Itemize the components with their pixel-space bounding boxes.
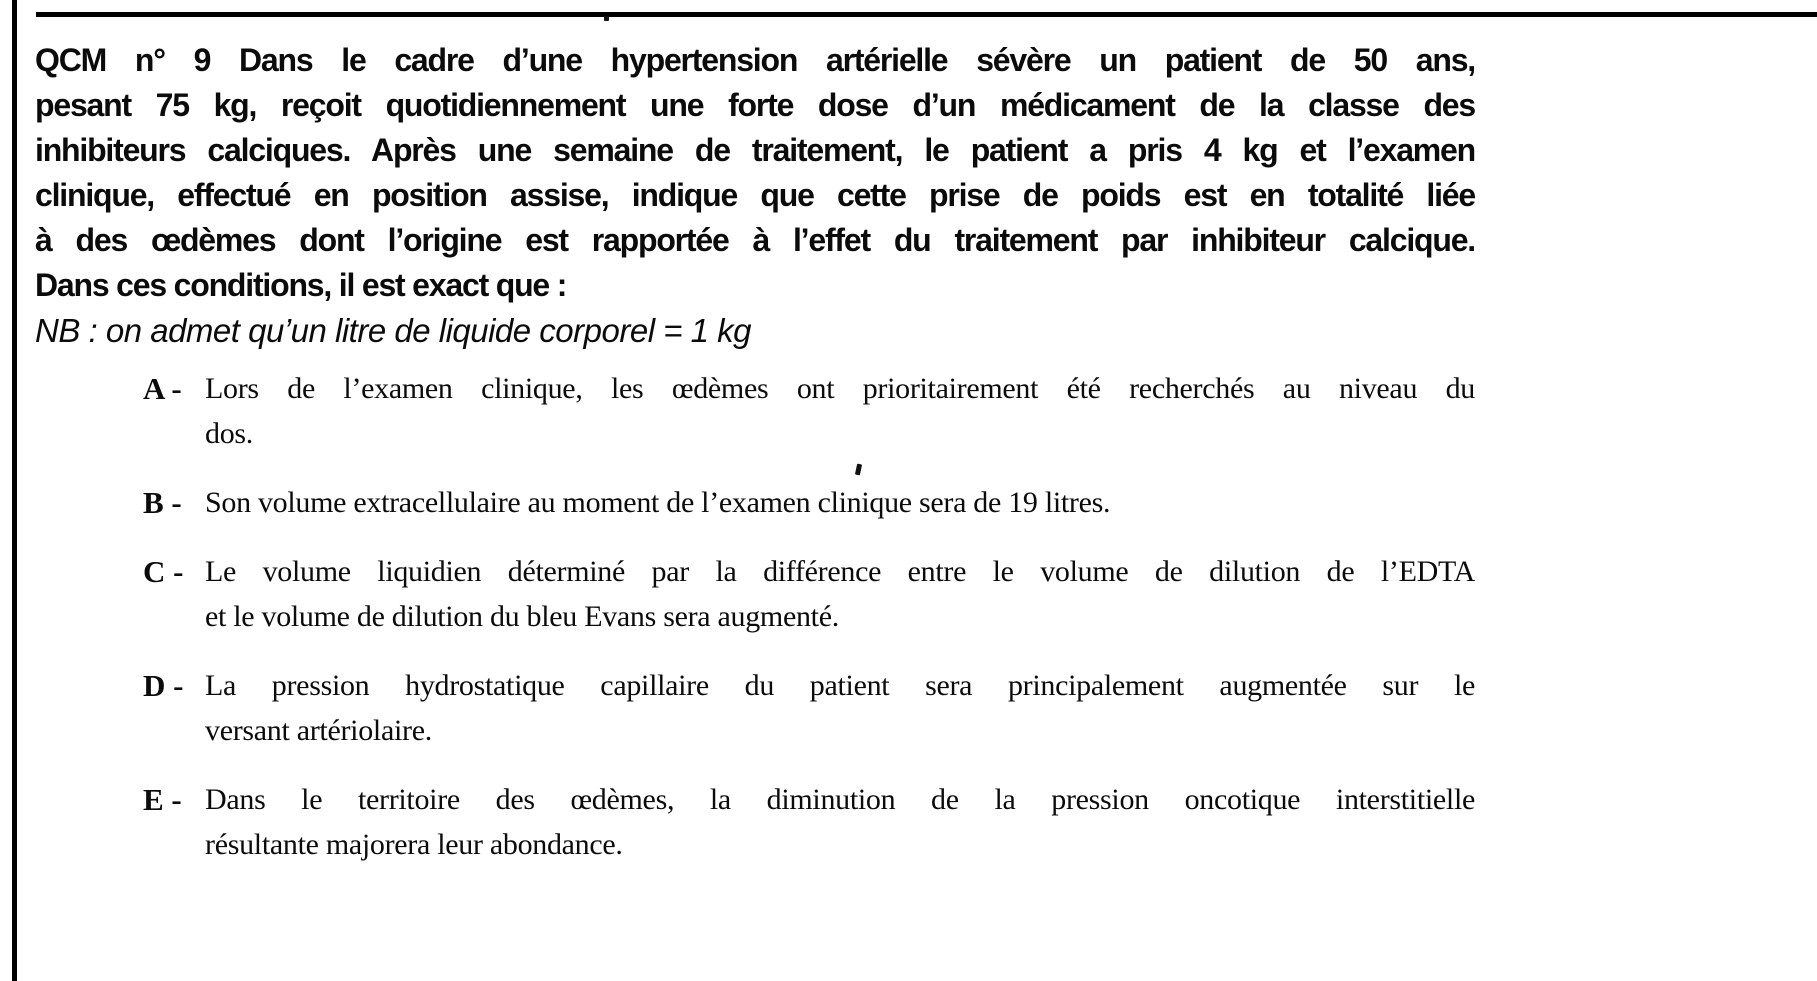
text-line: Dans ces conditions, il est exact que :: [35, 267, 567, 303]
text-line: inhibiteurs calciques. Après une semaine de traitement, le patient a pris 4 kg et l’examen: [35, 132, 1475, 168]
text-line: à des œdèmes dont l’origine est rapportée à l’effet du traitement par inhibiteur calcique.: [35, 222, 1475, 258]
scan-border-top: [36, 12, 1817, 17]
text-line: Le volume liquidien déterminé par la différence entre le volume de dilution de l’EDTA: [205, 555, 1475, 588]
text-line: et le volume de dilution du bleu Evans sera augmenté.: [205, 600, 839, 633]
text-line: Dans le territoire des œdèmes, la diminution de la pression oncotique interstitielle: [205, 783, 1475, 816]
option-text: [205, 480, 1475, 525]
text-line: La pression hydrostatique capillaire du patient sera principalement augmentée sur le: [205, 669, 1475, 702]
option-E: [143, 777, 1475, 867]
text-line: QCM n° 9 Dans le cadre d’une hypertension artérielle sévère un patient de 50 ans,: [35, 42, 1475, 78]
option-A: [143, 366, 1475, 456]
option-C: [143, 549, 1475, 639]
option-letter: E -: [143, 782, 182, 817]
option-D: [143, 663, 1475, 753]
option-text: [205, 366, 1475, 456]
option-text: [205, 549, 1475, 639]
nb-note: NB : on admet qu’un litre de liquide corporel = 1 kg: [35, 312, 752, 349]
option-B: [143, 480, 1475, 525]
scan-speck: [604, 16, 609, 21]
text-line: versant artériolaire.: [205, 714, 432, 747]
question-block: [35, 38, 1475, 891]
text-line: dos.: [205, 417, 253, 450]
option-letter: A -: [143, 371, 182, 406]
text-line: Son volume extracellulaire au moment de l’examen clinique sera de 19 litres.: [205, 486, 1111, 519]
text-line: pesant 75 kg, reçoit quotidiennement une forte dose d’un médicament de la classe des: [35, 87, 1475, 123]
question-stem: [35, 38, 1475, 308]
options-list: [143, 366, 1475, 867]
option-letter: B -: [143, 485, 182, 520]
text-line: Lors de l’examen clinique, les œdèmes ont prioritairement été recherchés au niveau du: [205, 372, 1475, 405]
option-text: [205, 777, 1475, 867]
option-letter: D -: [143, 668, 184, 703]
text-line: clinique, effectué en position assise, indique que cette prise de poids est en totalité liée: [35, 177, 1475, 213]
option-text: [205, 663, 1475, 753]
scan-border-left: [12, 0, 17, 981]
option-letter: C -: [143, 554, 184, 589]
text-line: résultante majorera leur abondance.: [205, 828, 623, 861]
